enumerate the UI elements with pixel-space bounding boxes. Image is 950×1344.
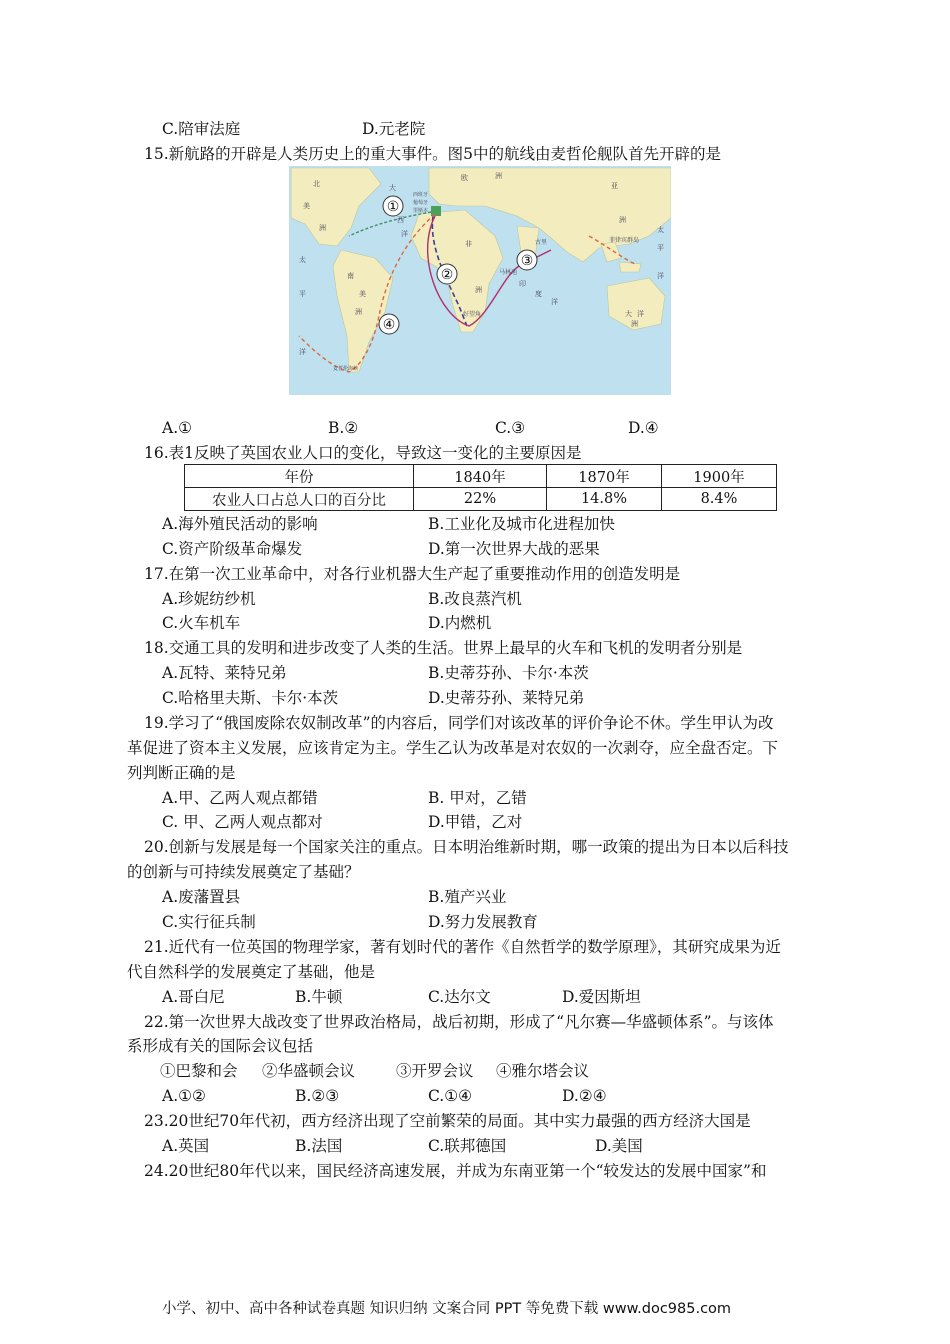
q16-data-table — [184, 464, 777, 511]
q23-option-b: B.法国 — [295, 1137, 343, 1155]
q19-stem-line-1: 19.学习了“俄国废除农奴制改革”的内容后，同学们对该改革的评价争论不休。学生甲认为改 — [144, 714, 774, 732]
q14-option-c: C.陪审法庭 — [162, 120, 241, 138]
q22-item-2: ②华盛顿会议 — [262, 1062, 356, 1080]
q17-stem: 17.在第一次工业革命中，对各行业机器大生产起了重要推动作用的创造发明是 — [144, 565, 681, 583]
svg-text:太: 太 — [299, 256, 306, 264]
q17-option-b: B.改良蒸汽机 — [428, 590, 522, 608]
q16-option-b: B.工业化及城市化进程加快 — [428, 515, 615, 533]
svg-text:西: 西 — [397, 216, 404, 224]
svg-text:古里: 古里 — [535, 239, 548, 246]
svg-text:①: ① — [386, 199, 400, 215]
svg-text:西班牙: 西班牙 — [413, 192, 429, 198]
svg-text:平: 平 — [299, 290, 306, 298]
table-cell: 农业人口占总人口的百分比 — [185, 488, 414, 511]
q20-stem-line-2: 的创新与可持续发展奠定了基础？ — [127, 863, 360, 881]
q17-option-d: D.内燃机 — [428, 614, 492, 632]
svg-text:洋: 洋 — [637, 310, 644, 318]
route-1-badge — [383, 196, 403, 216]
q21-stem-line-2: 代自然科学的发展奠定了基础，他是 — [127, 963, 376, 981]
svg-text:北: 北 — [313, 180, 320, 188]
q20-option-b: B.殖产兴业 — [428, 888, 507, 906]
table-cell: 8.4% — [662, 488, 777, 511]
svg-text:南: 南 — [347, 272, 354, 280]
table-header-row — [185, 465, 777, 488]
table-row — [185, 488, 777, 511]
q16-stem: 16.表1反映了英国农业人口的变化，导致这一变化的主要原因是 — [144, 444, 582, 462]
q18-option-d: D.史蒂芬孙、莱特兄弟 — [428, 689, 585, 707]
iberia-marker — [431, 206, 441, 216]
table-cell: 14.8% — [547, 488, 662, 511]
svg-text:洲: 洲 — [355, 308, 362, 316]
q16-option-d: D.第一次世界大战的恶果 — [428, 540, 600, 558]
svg-text:好望角: 好望角 — [463, 311, 482, 318]
q15-option-c: C.③ — [495, 419, 526, 437]
q20-stem-line-1: 20.创新与发展是每一个国家关注的重点。日本明治维新时期，哪一政策的提出为日本以后科技 — [144, 838, 789, 856]
q21-stem-line-1: 21.近代有一位英国的物理学家，著有划时代的著作《自然哲学的数学原理》，其研究成果为近 — [144, 938, 781, 956]
svg-text:洲: 洲 — [619, 216, 626, 224]
q20-option-a: A.废藩置县 — [162, 888, 241, 906]
svg-text:太: 太 — [657, 226, 664, 234]
q17-option-a: A.珍妮纺纱机 — [162, 590, 256, 608]
q18-option-c: C.哈格里夫斯、卡尔·本茨 — [162, 689, 339, 707]
svg-text:④: ④ — [382, 317, 396, 333]
svg-text:麦哲伦海峡: 麦哲伦海峡 — [333, 366, 359, 372]
svg-text:洋: 洋 — [551, 298, 558, 306]
svg-text:②: ② — [440, 267, 454, 283]
q16-option-c: C.资产阶级革命爆发 — [162, 540, 303, 558]
q23-option-c: C.联邦德国 — [428, 1137, 507, 1155]
svg-text:欧: 欧 — [461, 174, 468, 182]
svg-text:里斯本: 里斯本 — [413, 208, 429, 214]
svg-text:度: 度 — [535, 290, 542, 298]
svg-text:菲律宾群岛: 菲律宾群岛 — [609, 237, 640, 244]
q22-option-b: B.②③ — [295, 1087, 340, 1105]
route-4-badge — [379, 314, 399, 334]
q22-option-d: D.②④ — [562, 1087, 607, 1105]
table-cell: 1840年 — [414, 465, 547, 488]
route-2-badge — [437, 264, 457, 284]
svg-text:非: 非 — [465, 240, 472, 248]
svg-text:大: 大 — [389, 184, 396, 192]
q22-option-c: C.①④ — [428, 1087, 473, 1105]
q20-option-c: C.实行征兵制 — [162, 913, 256, 931]
table-cell: 年份 — [185, 465, 414, 488]
q22-item-1: ①巴黎和会 — [160, 1062, 238, 1080]
q20-option-d: D.努力发展教育 — [428, 913, 538, 931]
svg-text:葡萄牙: 葡萄牙 — [413, 200, 429, 206]
q19-option-b: B. 甲对，乙错 — [428, 789, 527, 807]
q19-option-d: D.甲错，乙对 — [428, 813, 523, 831]
page-footer: 小学、初中、高中各种试卷真题 知识归纳 文案合同 PPT 等免费下载 www.doc985.com — [162, 1301, 732, 1317]
svg-text:洲: 洲 — [319, 224, 326, 232]
svg-text:洋: 洋 — [299, 348, 306, 356]
svg-text:洋: 洋 — [657, 272, 664, 280]
q14-option-d: D.元老院 — [362, 120, 426, 138]
route-map-figure — [289, 166, 671, 395]
q22-item-3: ③开罗会议 — [396, 1062, 474, 1080]
svg-text:洲: 洲 — [631, 320, 638, 328]
svg-text:美: 美 — [359, 290, 366, 298]
q19-option-c: C. 甲、乙两人观点都对 — [162, 813, 323, 831]
q22-option-a: A.①② — [162, 1087, 206, 1105]
svg-text:美: 美 — [303, 202, 310, 210]
svg-text:印: 印 — [519, 280, 526, 288]
table-cell: 1900年 — [662, 465, 777, 488]
svg-text:大: 大 — [625, 310, 632, 318]
svg-text:平: 平 — [657, 244, 664, 252]
q19-stem-line-2: 革促进了资本主义发展，应该肯定为主。学生乙认为改革是对农奴的一次剥夺，应全盘否定。下 — [127, 739, 779, 757]
q17-option-c: C.火车机车 — [162, 614, 241, 632]
table-cell: 22% — [414, 488, 547, 511]
svg-text:③: ③ — [520, 253, 534, 269]
q21-option-a: A.哥白尼 — [162, 988, 225, 1006]
svg-text:洲: 洲 — [475, 286, 482, 294]
q21-option-c: C.达尔文 — [428, 988, 491, 1006]
route-3-badge — [517, 250, 537, 270]
q15-option-b: B.② — [328, 419, 359, 437]
svg-text:马林迪: 马林迪 — [499, 269, 518, 276]
q21-option-d: D.爱因斯坦 — [562, 988, 641, 1006]
svg-text:洋: 洋 — [401, 230, 408, 238]
q15-option-d: D.④ — [628, 419, 659, 437]
q22-stem-line-2: 系形成有关的国际会议包括 — [127, 1037, 314, 1055]
q19-stem-line-3: 列判断正确的是 — [127, 764, 236, 782]
q21-option-b: B.牛顿 — [295, 988, 343, 1006]
q16-option-a: A.海外殖民活动的影响 — [162, 515, 318, 533]
table-cell: 1870年 — [547, 465, 662, 488]
q15-option-a: A.① — [162, 419, 193, 437]
q18-option-b: B.史蒂芬孙、卡尔·本茨 — [428, 664, 589, 682]
q15-stem: 15.新航路的开辟是人类历史上的重大事件。图5中的航线由麦哲伦舰队首先开辟的是 — [144, 145, 722, 163]
q19-option-a: A.甲、乙两人观点都错 — [162, 789, 318, 807]
q23-stem: 23.20世纪70年代初，西方经济出现了空前繁荣的局面。其中实力最强的西方经济大国是 — [144, 1112, 751, 1130]
q24-stem: 24.20世纪80年代以来，国民经济高速发展，并成为东南亚第一个“较发达的发展中国家”和 — [144, 1162, 767, 1180]
q22-stem-line-1: 22.第一次世界大战改变了世界政治格局，战后初期，形成了“凡尔赛—华盛顿体系”。与该体 — [144, 1013, 774, 1031]
q22-item-4: ④雅尔塔会议 — [496, 1062, 590, 1080]
svg-text:亚: 亚 — [611, 182, 618, 190]
q18-stem: 18.交通工具的发明和进步改变了人类的生活。世界上最早的火车和飞机的发明者分别是 — [144, 639, 743, 657]
q23-option-d: D.美国 — [595, 1137, 643, 1155]
svg-text:洲: 洲 — [495, 172, 502, 180]
q18-option-a: A.瓦特、莱特兄弟 — [162, 664, 287, 682]
q23-option-a: A.英国 — [162, 1137, 210, 1155]
